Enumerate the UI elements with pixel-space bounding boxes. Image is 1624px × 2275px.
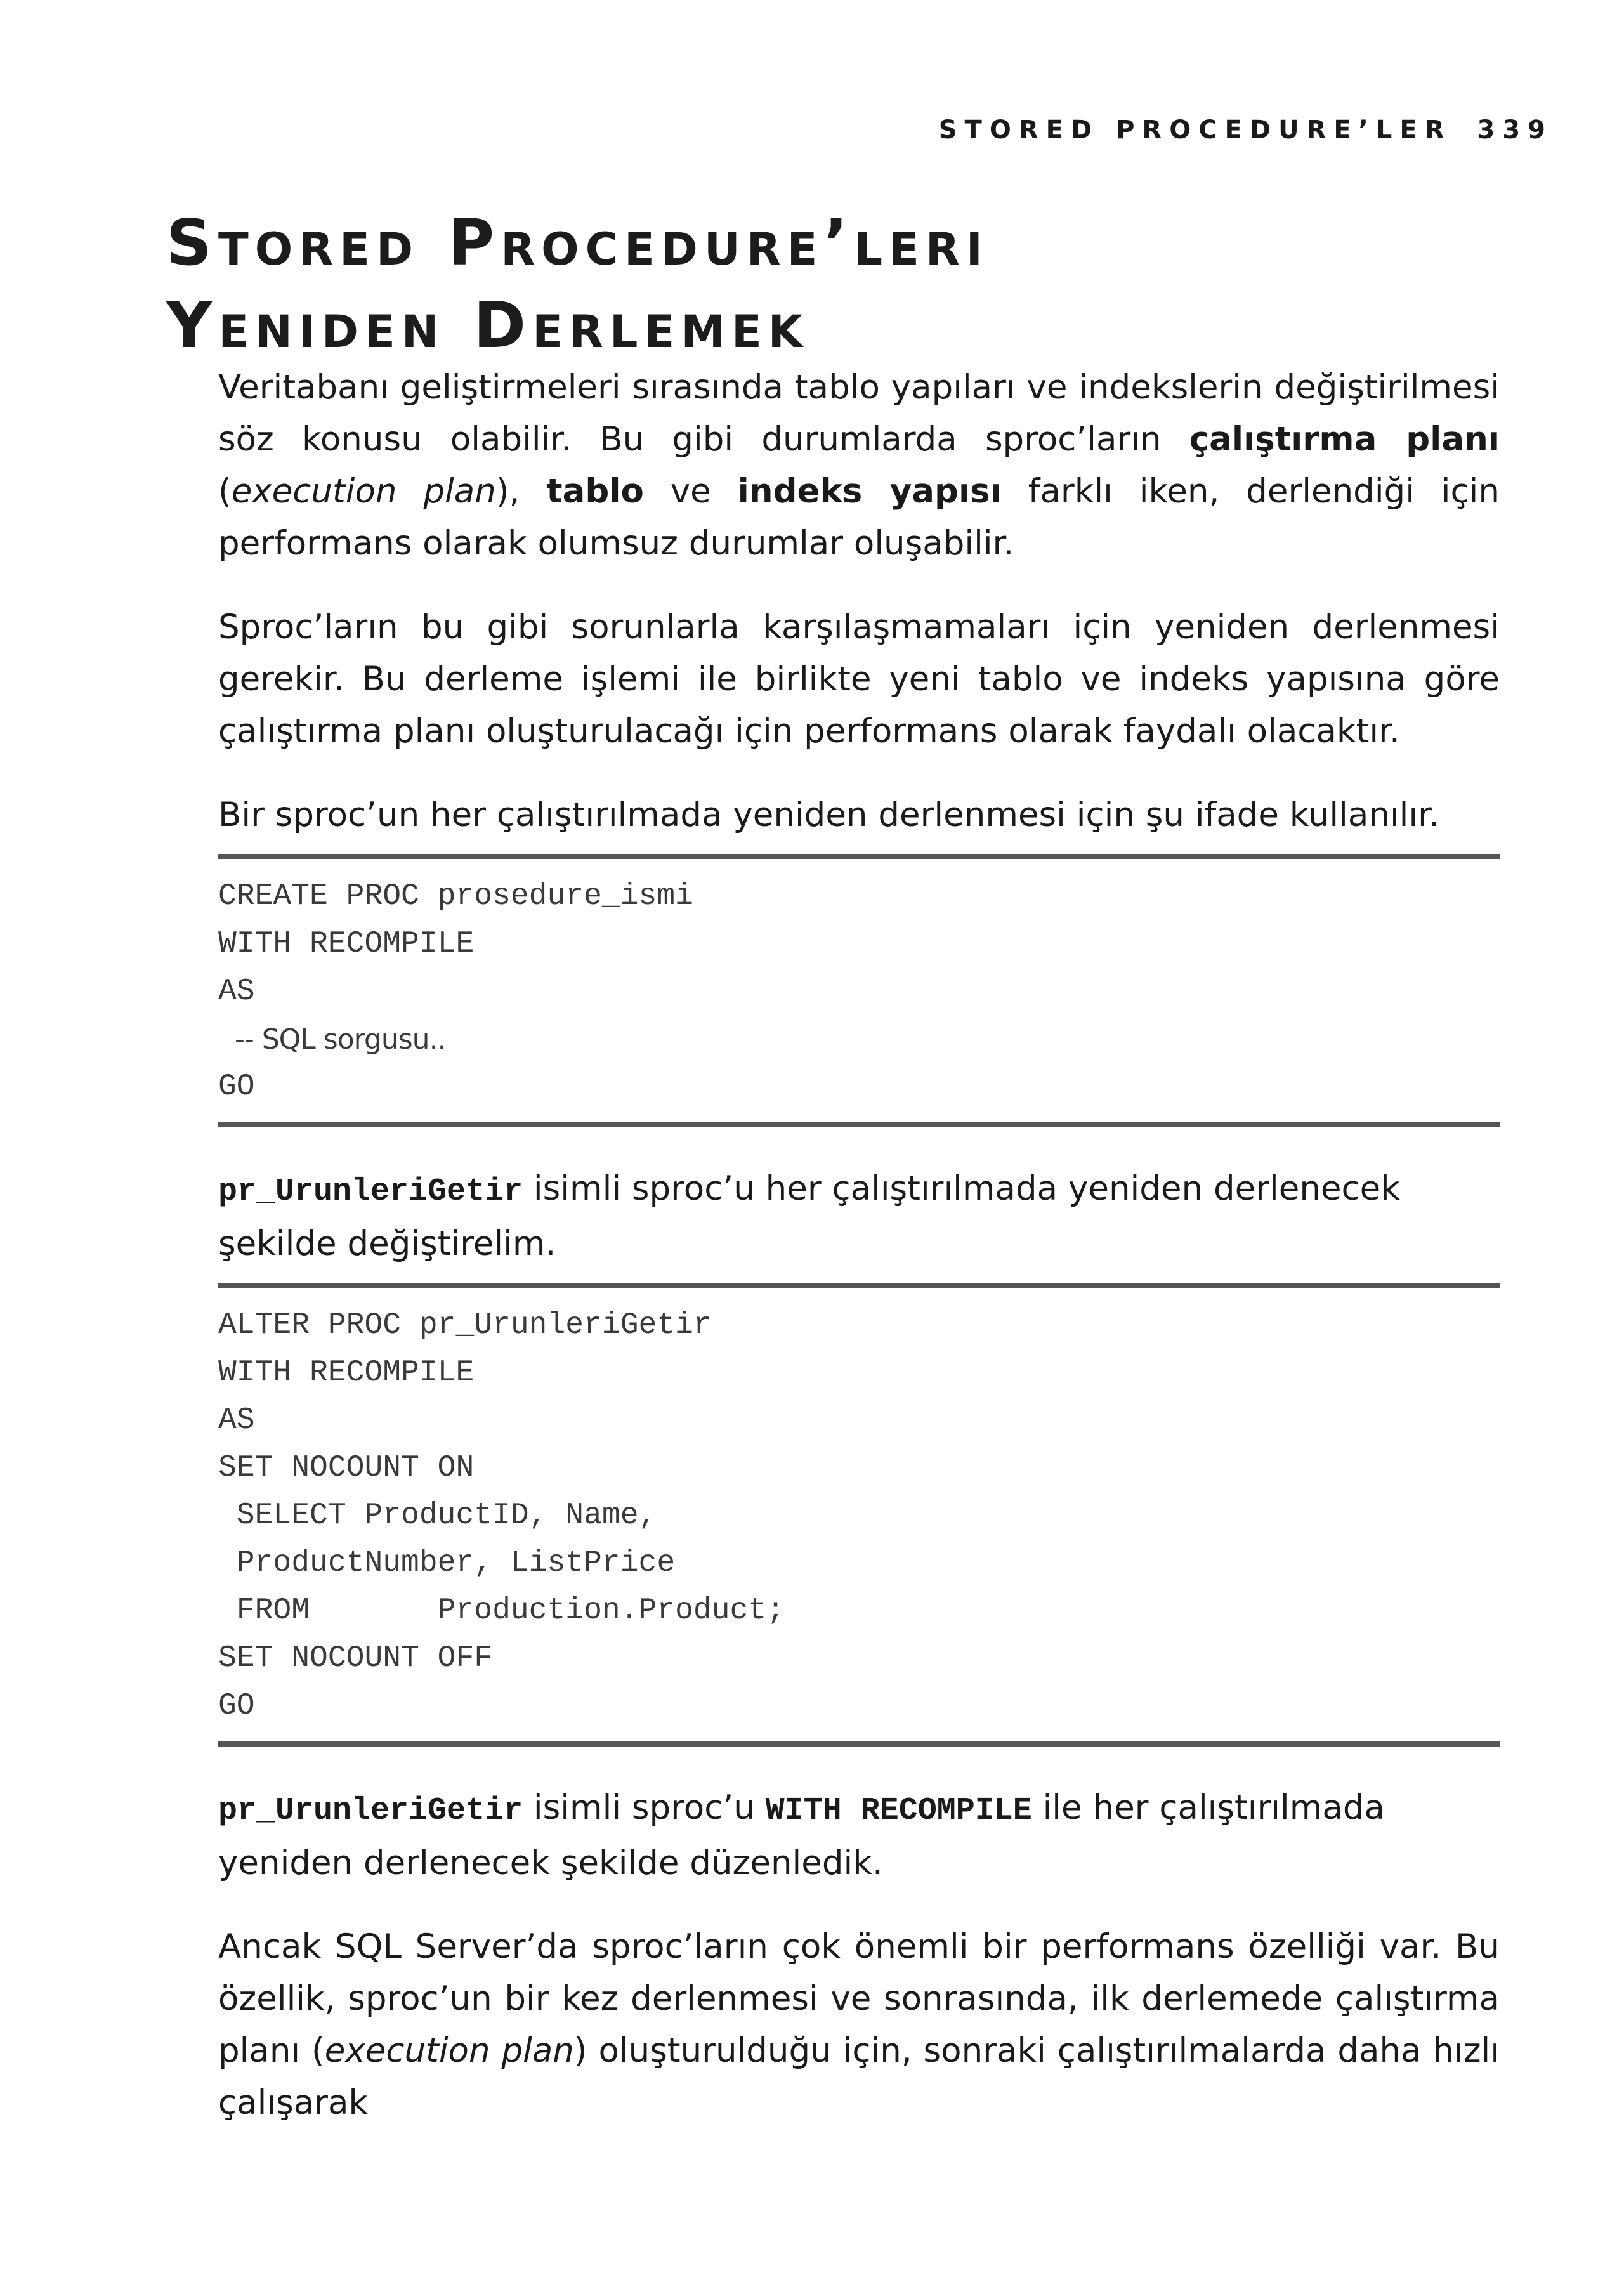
code-line: SET NOCOUNT OFF [218,1641,493,1675]
code-line: AS [218,1403,255,1438]
code-line: FROM Production.Product; [218,1594,785,1628]
code-line: AS [218,974,255,1009]
paragraph-1-text-e: farklı iken, derlendiği için performans olarak olumsuz durumlar oluşabilir. [218,472,1500,563]
body-content [218,362,1500,2161]
code-line: ALTER PROC pr_UrunleriGetir [218,1308,712,1342]
paragraph-1 [218,362,1500,570]
code-line: WITH RECOMPILE [218,1356,475,1390]
term-execution-plan-en: execution plan [231,472,496,511]
code-line: ProductNumber, ListPrice [218,1546,676,1580]
code-line-comment: -- SQL sorgusu.. [218,1023,446,1056]
paragraph-1-text-b: ( [218,472,232,511]
section-title-line-2: Yeniden Derlemek [166,288,809,362]
code-block-alter-proc [218,1283,1500,1747]
code-block-create-proc [218,854,1500,1127]
code-line: GO [218,1689,255,1723]
page-number: 339 [1477,115,1553,145]
paragraph-3: Bir sproc’un her çalıştırılmada yeniden derlenmesi için şu ifade kullanılır. [218,796,1439,834]
section-title-line-1: Stored Procedure’leri [166,206,989,280]
running-header [939,115,1553,145]
paragraph-4-text: isimli sproc’u her çalıştırılmada yeniden derlenecek şekilde değiştirelim. [218,1169,1400,1263]
inline-code-proc-name: pr_UrunleriGetir [218,1793,523,1829]
paragraph-6-text-b: ) oluşturulduğu için, sonraki çalıştırılmalarda daha hızlı çalışarak [218,2031,1500,2122]
section-title [166,202,989,367]
code-line: WITH RECOMPILE [218,927,475,961]
paragraph-6-text-a: Ancak SQL Server’da sproc’ların çok önemli bir performans özelliği var. Bu özellik, sproc’un bir kez derlenmesi ve sonrasında, ilk derlemede çalıştırma planı ( [218,1927,1500,2070]
code-line: CREATE PROC prosedure_ismi [218,879,693,914]
term-tablo: tablo [546,472,644,511]
term-execution-plan-en: execution plan [324,2031,574,2070]
paragraph-1-text-d: ve [643,472,738,511]
inline-code-proc-name: pr_UrunleriGetir [218,1174,523,1210]
paragraph-6 [218,1921,1500,2129]
paragraph-5-text-b: ile her çalıştırılmada yeniden derlenecek şekilde düzenledik. [218,1788,1385,1882]
code-line: SELECT ProductID, Name, [218,1498,657,1533]
paragraph-4 [218,1163,1500,1270]
paragraph-5-text-a: isimli sproc’u [523,1788,766,1827]
inline-code-with-recompile: WITH RECOMPILE [765,1793,1032,1829]
paragraph-1-text-c: ), [495,472,547,511]
code-line: GO [218,1070,255,1104]
term-indeks-yapisi: indeks yapısı [737,472,1002,511]
paragraph-5 [218,1782,1500,1889]
paragraph-1-text-a: Veritabanı geliştirmeleri sırasında tablo yapıları ve indekslerin değiştirilmesi söz konusu olabilir. Bu gibi durumlarda sproc’ların [218,368,1500,459]
code-line: SET NOCOUNT ON [218,1451,475,1485]
running-title: STORED PROCEDURE’LER [938,115,1452,145]
term-execution-plan-tr: çalıştırma planı [1189,420,1500,459]
paragraph-2: Sproc’ların bu gibi sorunlarla karşılaşmamaları için yeniden derlenmesi gerekir. Bu derleme işlemi ile birlikte yeni tablo ve indeks yapısına göre çalıştırma planı oluşturulacağı için performans olarak faydalı olacaktır. [218,608,1500,751]
